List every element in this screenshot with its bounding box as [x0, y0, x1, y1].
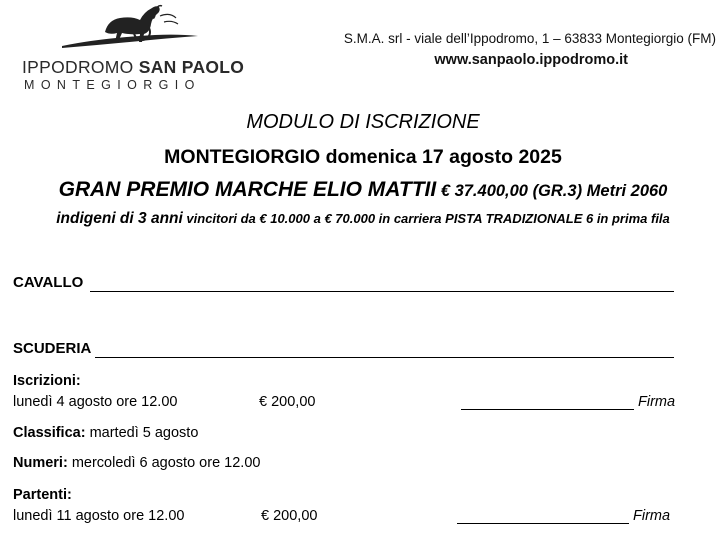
race-name: GRAN PREMIO MARCHE ELIO MATTII € 37.400,00 (GR.3) Metri 2060 [58, 178, 668, 201]
entries-date: lunedì 4 agosto ore 12.00 [13, 394, 178, 410]
race-date: MONTEGIORGIO domenica 17 agosto 2025 [164, 146, 562, 168]
stable-label: SCUDERIA [13, 340, 92, 357]
starters-date: lunedì 11 agosto ore 12.00 [13, 508, 185, 524]
company-address: S.M.A. srl - viale dell’Ippodromo, 1 – 63833 Montegiorgio (FM) [343, 31, 716, 46]
entries-fee: € 200,00 [259, 394, 316, 410]
starters-label: Partenti: [13, 487, 72, 503]
race-conditions: indigeni di 3 anni vincitori da € 10.000 a € 70.000 in carriera PISTA TRADIZIONALE 6 in prima fila [56, 210, 670, 227]
stable-field[interactable] [95, 357, 674, 358]
horse-label: CAVALLO [13, 274, 84, 291]
ranking-row: Classifica: martedì 5 agosto [13, 425, 199, 441]
logo-location: MONTEGIORGIO [24, 78, 201, 92]
entries-signature-field[interactable] [461, 409, 634, 410]
website-link[interactable]: www.sanpaolo.ippodromo.it [434, 52, 628, 68]
starters-signature-label: Firma [633, 508, 671, 524]
starters-fee: € 200,00 [261, 508, 318, 524]
starters-signature-field[interactable] [457, 523, 629, 524]
entries-signature-label: Firma [638, 394, 676, 410]
horse-logo-icon [60, 2, 200, 54]
horse-field[interactable] [90, 291, 674, 292]
entries-label: Iscrizioni: [13, 373, 81, 389]
numbers-row: Numeri: mercoledì 6 agosto ore 12.00 [13, 455, 261, 471]
logo-name: IPPODROMO SAN PAOLO [22, 57, 245, 77]
form-title: MODULO DI ISCRIZIONE [246, 111, 480, 133]
